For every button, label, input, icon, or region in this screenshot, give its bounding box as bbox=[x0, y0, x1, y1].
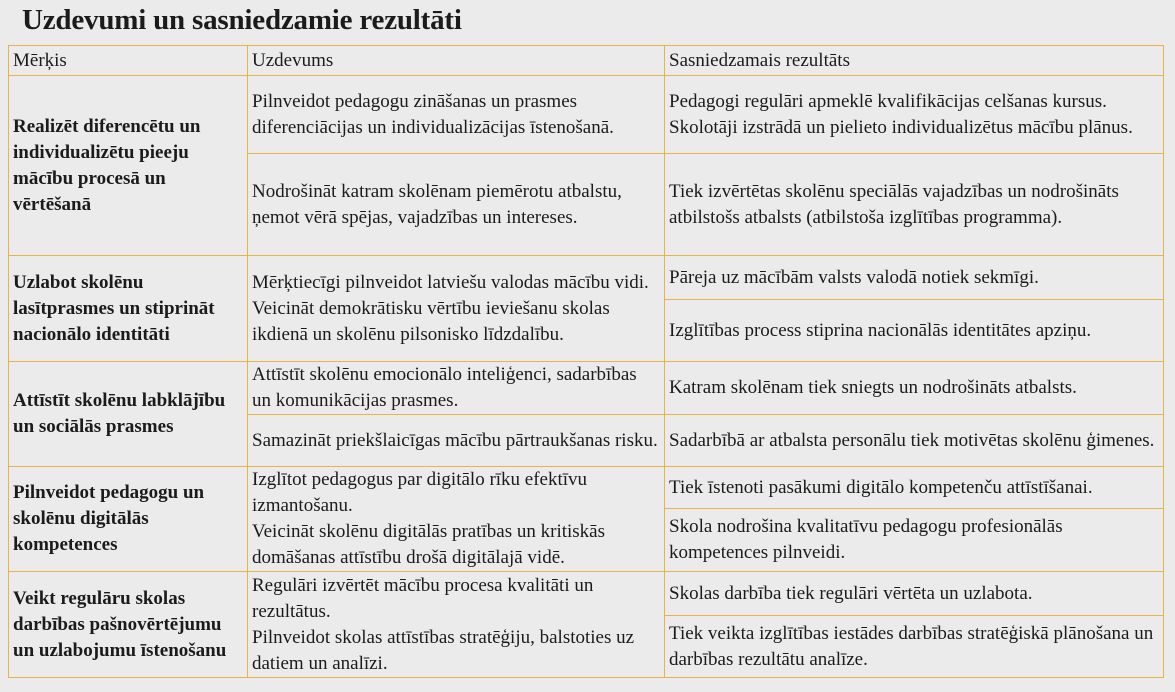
task-text: Izglītot pedagogus par digitālo rīku efektīvu izmantošanu. bbox=[252, 469, 588, 516]
result-cell: Tiek izvērtētas skolēnu speciālās vajadzības un nodrošināts atbilstošs atbalsts (atbilstoša izglītības programma). bbox=[665, 154, 1164, 256]
goal-cell: Pilnveidot pedagogu un skolēnu digitālās kompetences bbox=[9, 467, 248, 572]
task-cell: Pilnveidot pedagogu zināšanas un prasmes diferenciācijas un individualizācijas īstenošanā. bbox=[248, 76, 665, 154]
result-cell: Tiek veikta izglītības iestādes darbības stratēģiskā plānošana un darbības rezultātu analīze. bbox=[665, 616, 1164, 678]
goal-cell: Veikt regulāru skolas darbības pašnovērtējumu un uzlabojumu īstenošanu bbox=[9, 572, 248, 678]
result-cell: Pedagogi regulāri apmeklē kvalifikācijas celšanas kursus. Skolotāji izstrādā un pielieto individualizētus mācību plānus. bbox=[665, 76, 1164, 154]
page-title: Uzdevumi un sasniedzamie rezultāti bbox=[22, 4, 462, 36]
task-text: Mērķtiecīgi pilnveidot latviešu valodas mācību vidi. bbox=[252, 271, 649, 293]
task-cell: Nodrošināt katram skolēnam piemērotu atbalstu, ņemot vērā spējas, vajadzības un intereses. bbox=[248, 154, 665, 256]
goal-cell: Uzlabot skolēnu lasītprasmes un stiprināt nacionālo identitāti bbox=[9, 256, 248, 362]
task-text: Pilnveidot skolas attīstības stratēģiju, balstoties uz datiem un analīzi. bbox=[252, 626, 635, 674]
task-text: Veicināt demokrātisku vērtību ieviešanu skolas ikdienā un skolēnu pilsonisko līdzdalību. bbox=[252, 297, 610, 345]
header-task: Uzdevums bbox=[248, 46, 665, 76]
result-cell: Pāreja uz mācībām valsts valodā notiek sekmīgi. bbox=[665, 256, 1164, 300]
result-cell: Katram skolēnam tiek sniegts un nodrošināts atbalsts. bbox=[665, 362, 1164, 415]
task-text: Veicināt skolēnu digitālās pratības un kritiskās domāšanas attīstību drošā digitālajā vidē. bbox=[252, 521, 606, 568]
result-cell: Skola nodrošina kvalitatīvu pedagogu profesionālās kompetences pilnveidi. bbox=[665, 509, 1164, 572]
result-cell: Izglītības process stiprina nacionālās identitātes apziņu. bbox=[665, 300, 1164, 362]
table-row bbox=[9, 572, 1164, 616]
header-goal: Mērķis bbox=[9, 46, 248, 76]
table-row bbox=[9, 76, 1164, 154]
table-row bbox=[9, 362, 1164, 415]
result-cell: Skolas darbība tiek regulāri vērtēta un uzlabota. bbox=[665, 572, 1164, 616]
task-cell: Samazināt priekšlaicīgas mācību pārtraukšanas risku. bbox=[248, 415, 665, 467]
goals-table bbox=[8, 45, 1164, 678]
table-row bbox=[9, 467, 1164, 509]
task-text: Regulāri izvērtēt mācību procesa kvalitāti un rezultātus. bbox=[252, 574, 594, 622]
result-cell: Sadarbībā ar atbalsta personālu tiek motivētas skolēnu ģimenes. bbox=[665, 415, 1164, 467]
result-cell: Tiek īstenoti pasākumi digitālo kompetenču attīstīšanai. bbox=[665, 467, 1164, 509]
table-header-row bbox=[9, 46, 1164, 76]
task-cell bbox=[248, 467, 665, 572]
task-cell: Attīstīt skolēnu emocionālo inteliģenci, sadarbības un komunikācijas prasmes. bbox=[248, 362, 665, 415]
task-cell bbox=[248, 572, 665, 678]
task-cell bbox=[248, 256, 665, 362]
goal-cell: Attīstīt skolēnu labklājību un sociālās prasmes bbox=[9, 362, 248, 467]
goal-cell: Realizēt diferencētu un individualizētu pieeju mācību procesā un vērtēšanā bbox=[9, 76, 248, 256]
header-result: Sasniedzamais rezultāts bbox=[665, 46, 1164, 76]
table-row bbox=[9, 256, 1164, 300]
